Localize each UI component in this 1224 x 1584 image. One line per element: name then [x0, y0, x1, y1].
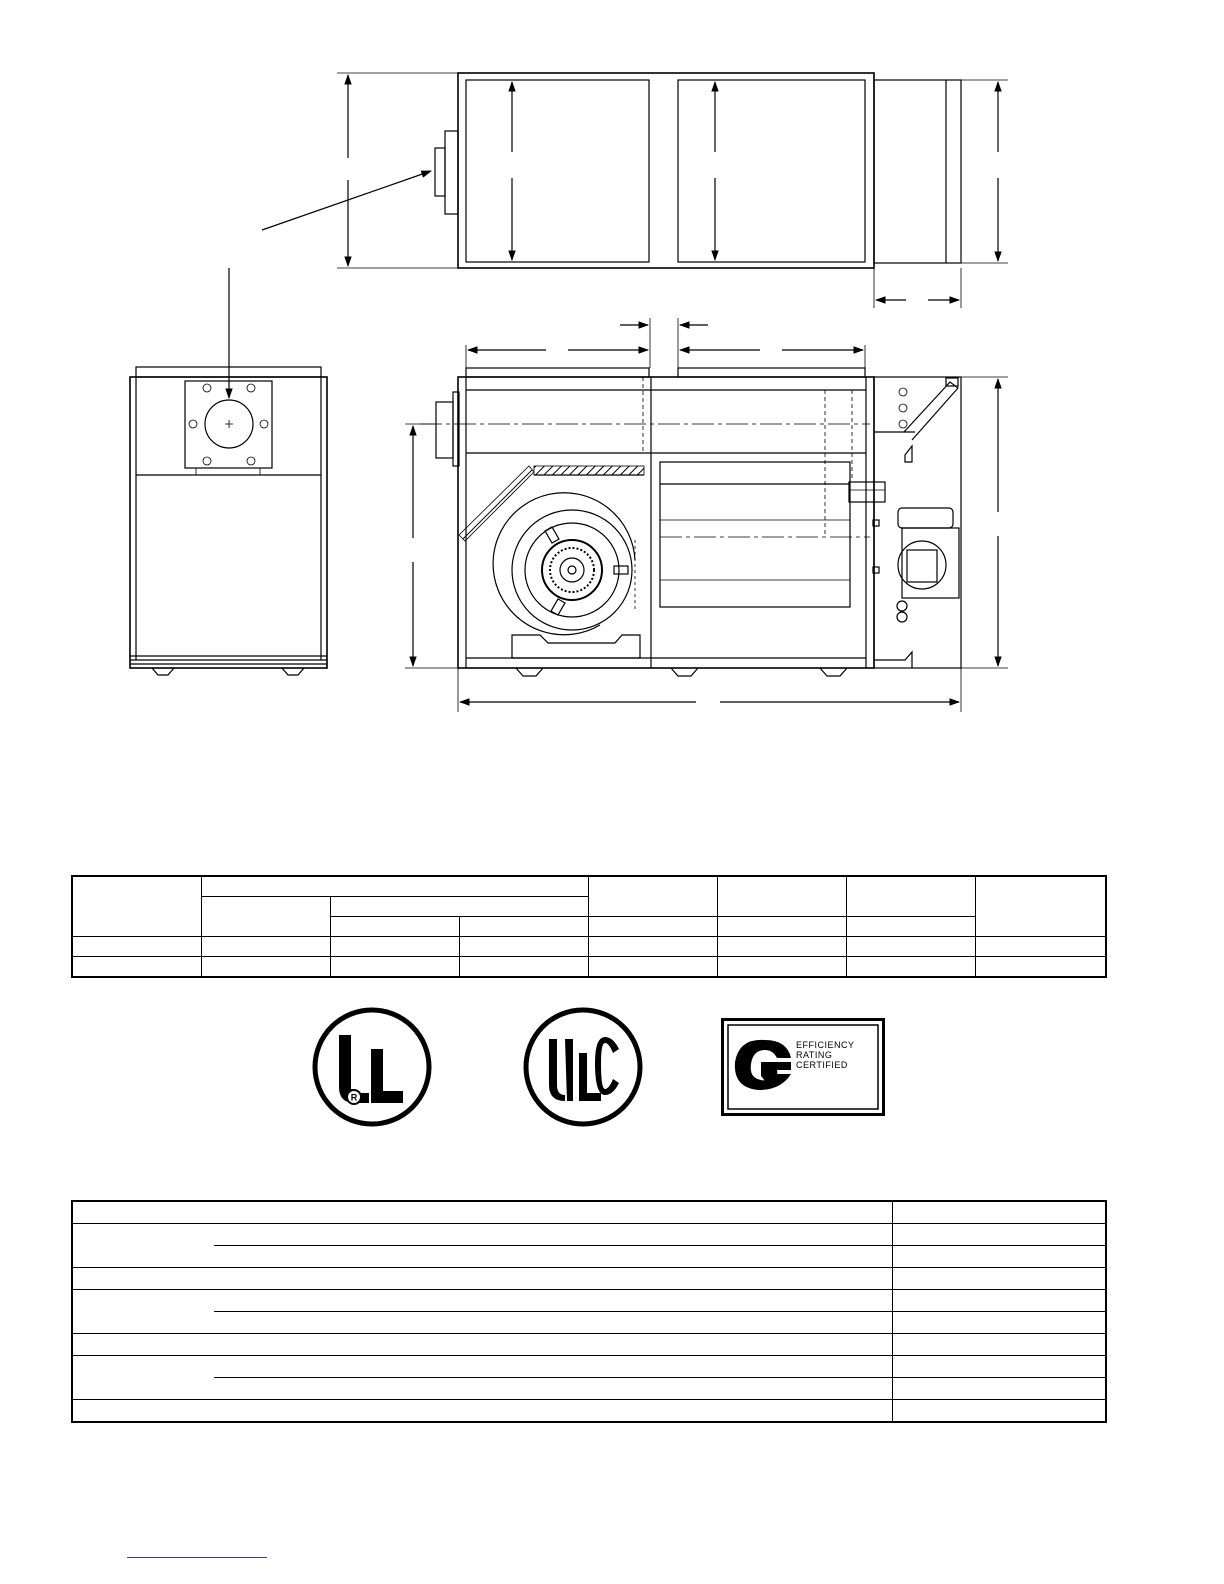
- top-view: [262, 73, 1008, 308]
- table-header-cell: [72, 876, 201, 937]
- table-cell: [846, 957, 975, 978]
- end-view: [130, 268, 327, 675]
- table-header-cell: [717, 917, 846, 937]
- table-header-cell: [892, 1201, 1106, 1224]
- table-row: [72, 937, 1106, 957]
- table-cell: [330, 957, 459, 978]
- table-cell: [214, 1290, 892, 1312]
- table-header-row: [72, 1201, 1106, 1224]
- table-cell: [892, 1378, 1106, 1400]
- table-cell: [459, 937, 588, 957]
- table-cell: [892, 1334, 1106, 1356]
- table-row: [72, 1290, 1106, 1312]
- table-cell: [892, 1290, 1106, 1312]
- table-row: [72, 1246, 1106, 1268]
- table-header-cell: [717, 876, 846, 917]
- side-view: [405, 318, 1008, 712]
- ulc-logo: [521, 1005, 645, 1129]
- table-header-cell: [201, 876, 588, 897]
- ulc-mark-text: ULC: [521, 1005, 524, 1006]
- table-header-cell: [588, 876, 717, 917]
- table-cell: [975, 937, 1106, 957]
- table-cell: [892, 1268, 1106, 1290]
- table-cell: [72, 1400, 892, 1423]
- table-cell: [214, 1312, 892, 1334]
- table-cell: [892, 1246, 1106, 1268]
- table-header-row: [72, 876, 1106, 897]
- table-cell: [214, 1356, 892, 1378]
- table-cell: [717, 957, 846, 978]
- svg-text:R: R: [350, 1092, 358, 1103]
- table-header-cell: [846, 917, 975, 937]
- table-header-cell: [330, 917, 459, 937]
- table-cell: [72, 1334, 892, 1356]
- table-row: [72, 1356, 1106, 1378]
- table-group-cell: [72, 1224, 214, 1268]
- efficiency-badge-line2: RATING: [796, 1050, 833, 1060]
- table-cell: [975, 957, 1106, 978]
- table-header-cell: [846, 876, 975, 917]
- table-row: [72, 1334, 1106, 1356]
- table-cell: [214, 1246, 892, 1268]
- table-row: [72, 1268, 1106, 1290]
- table-cell: [588, 957, 717, 978]
- table-cell: [892, 1400, 1106, 1423]
- table-cell: [892, 1312, 1106, 1334]
- table-cell: [72, 937, 201, 957]
- table-row: [72, 1224, 1106, 1246]
- dimensions-table: [71, 875, 1107, 978]
- table-header-cell: [975, 876, 1106, 937]
- table-row: [72, 957, 1106, 978]
- table-cell: [330, 937, 459, 957]
- table-header-cell: [72, 1201, 892, 1224]
- table-cell: [588, 937, 717, 957]
- table-cell: [717, 937, 846, 957]
- table-row: [72, 1312, 1106, 1334]
- table-cell: [459, 957, 588, 978]
- footer-link-underline[interactable]: [127, 1557, 267, 1558]
- table-header-cell: [459, 917, 588, 937]
- table-cell: [201, 937, 330, 957]
- table-cell: [214, 1378, 892, 1400]
- efficiency-badge-line3: CERTIFIED: [796, 1060, 848, 1070]
- table-cell: [72, 1268, 892, 1290]
- table-header-cell: [330, 897, 588, 917]
- ul-mark-text: UL: [311, 1005, 313, 1006]
- table-cell: [214, 1224, 892, 1246]
- ul-logo: [311, 1005, 433, 1129]
- table-cell: [846, 937, 975, 957]
- table-header-cell: [588, 917, 717, 937]
- table-row: [72, 1378, 1106, 1400]
- table-row: [72, 1400, 1106, 1423]
- table-cell: [892, 1356, 1106, 1378]
- efficiency-badge-line1: EFFICIENCY: [796, 1040, 855, 1050]
- table-header-cell: [201, 897, 330, 937]
- table-group-cell: [72, 1290, 214, 1334]
- table-cell: [201, 957, 330, 978]
- table-cell: [72, 957, 201, 978]
- table-group-cell: [72, 1356, 214, 1400]
- specifications-table: [71, 1200, 1107, 1423]
- efficiency-rating-certified-badge: [721, 1018, 885, 1116]
- table-cell: [892, 1224, 1106, 1246]
